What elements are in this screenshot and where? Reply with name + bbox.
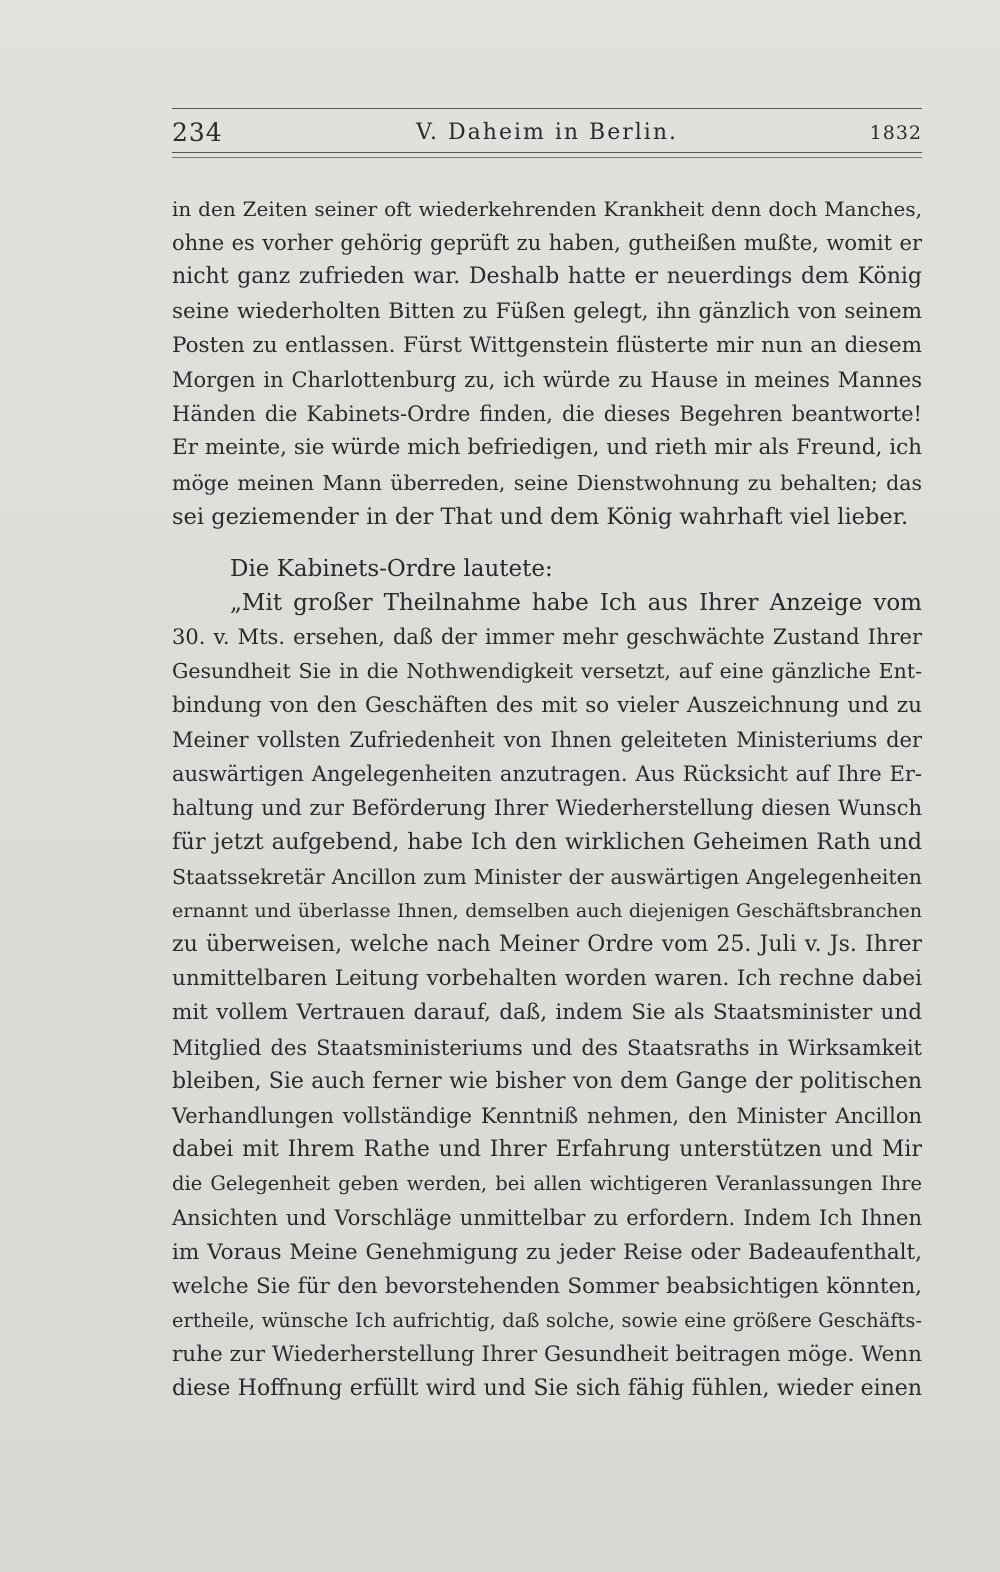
text-line: mit vollem Vertrauen darauf, daß, indem Sie als Staatsminister und: [172, 1000, 922, 1026]
text-line: ruhe zur Wiederherstellung Ihrer Gesundheit beitragen möge. Wenn: [172, 1342, 922, 1368]
paragraph-gap: [172, 534, 922, 552]
header-bottom-rule: [172, 152, 922, 158]
text-line: unmittelbaren Leitung vorbehalten worden waren. Ich rechne dabei: [172, 966, 922, 992]
text-line: welche Sie für den bevorstehenden Sommer beabsichtigen könnten,: [172, 1273, 922, 1299]
text-line: ertheile, wünsche Ich aufrichtig, daß solche, sowie eine größere Geschäfts-: [172, 1309, 922, 1332]
text-line: Gesundheit Sie in die Nothwendigkeit versetzt, auf eine gänzliche Ent-: [172, 659, 922, 684]
text-line: Morgen in Charlottenburg zu, ich würde zu Hause in meines Mannes: [172, 367, 922, 392]
running-title: V. Daheim in Berlin.: [416, 120, 678, 145]
text-line: Meiner vollsten Zufriedenheit von Ihnen geleiteten Ministeriums der: [172, 727, 922, 752]
text-line: Ansichten und Vorschläge unmittelbar zu erfordern. Indem Ich Ihnen: [172, 1206, 922, 1231]
text-line: diese Hoffnung erfüllt wird und Sie sich fähig fühlen, wieder einen: [172, 1376, 922, 1402]
text-line: Die Kabinets-Ordre lautete:: [230, 555, 553, 582]
text-line: bleiben, Sie auch ferner wie bisher von dem Gange der politischen: [172, 1068, 922, 1094]
page-header: [172, 108, 922, 160]
text-line: Er meinte, sie würde mich befriedigen, und rieth mir als Freund, ich: [172, 435, 922, 461]
text-line: Mitglied des Staatsministeriums und des Staatsraths in Wirksamkeit: [172, 1035, 922, 1060]
page-body: [172, 192, 922, 1407]
text-line: Posten zu entlassen. Fürst Wittgenstein flüsterte mir nun an diesem: [172, 332, 922, 358]
text-line: ohne es vorher gehörig geprüft zu haben, gutheißen mußte, womit er: [172, 231, 922, 256]
text-line: für jetzt aufgebend, habe Ich den wirklichen Geheimen Rath und: [172, 829, 922, 856]
text-line: Staatssekretär Ancillon zum Minister der auswärtigen Angelegenheiten: [172, 864, 922, 889]
text-line: bindung von den Geschäften des mit so vieler Auszeichnung und zu: [172, 692, 922, 718]
text-line: möge meinen Mann überreden, seine Dienstwohnung zu behalten; das: [172, 470, 922, 495]
text-line: sei geziemender in der That und dem König wahrhaft viel lieber.: [172, 503, 909, 530]
text-line: Händen die Kabinets-Ordre finden, die dieses Begehren beantworte!: [172, 402, 922, 427]
text-line: im Voraus Meine Genehmigung zu jeder Reise oder Badeaufenthalt,: [172, 1239, 922, 1265]
page-number: 234: [172, 118, 223, 147]
paragraph-2: [172, 552, 922, 586]
text-line: zu überweisen, welche nach Meiner Ordre vom 25. Juli v. Js. Ihrer: [172, 931, 922, 957]
text-line: nicht ganz zufrieden war. Deshalb hatte er neuerdings dem König: [172, 264, 922, 290]
text-line: auswärtigen Angelegenheiten anzutragen. Aus Rücksicht auf Ihre Er-: [172, 762, 922, 786]
paragraph-1: [172, 192, 922, 534]
text-line: haltung und zur Beförderung Ihrer Wiederherstellung diesen Wunsch: [172, 796, 922, 821]
text-line: „Mit großer Theilnahme habe Ich aus Ihrer Anzeige vom: [230, 590, 922, 617]
text-line: in den Zeiten seiner oft wiederkehrenden Krankheit denn doch Manches,: [172, 197, 922, 221]
text-line: seine wiederholten Bitten zu Füßen gelegt, ihn gänzlich von seinem: [172, 298, 922, 324]
text-line: die Gelegenheit geben werden, bei allen wichtigeren Veranlassungen Ihre: [172, 1172, 922, 1196]
text-line: Verhandlungen vollständige Kenntniß nehmen, den Minister Ancillon: [172, 1103, 922, 1128]
paragraph-3: [172, 586, 922, 1407]
text-line: 30. v. Mts. ersehen, daß der immer mehr geschwächte Zustand Ihrer: [172, 625, 922, 650]
header-top-rule: [172, 108, 922, 109]
text-line: dabei mit Ihrem Rathe und Ihrer Erfahrung unterstützen und Mir: [172, 1137, 922, 1163]
text-line: ernannt und überlasse Ihnen, demselben auch diejenigen Geschäftsbranchen: [172, 899, 922, 922]
header-year: 1832: [869, 122, 922, 144]
